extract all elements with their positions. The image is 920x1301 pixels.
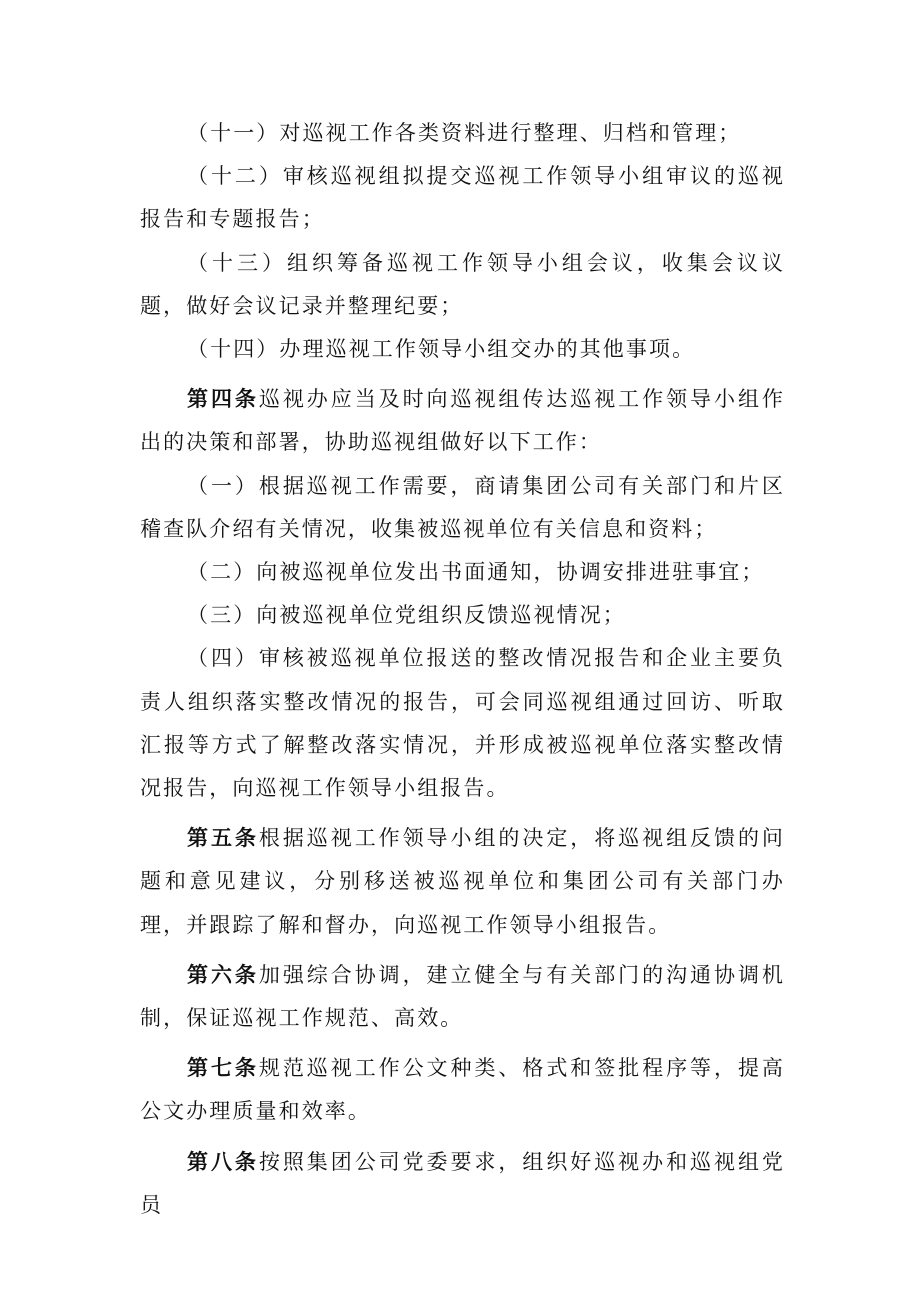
- article-4: [140, 377, 785, 464]
- article-8: [140, 1140, 785, 1227]
- paragraph-text: （十三）组织筹备巡视工作领导小组会议，收集会议议题，做好会议记录并整理纪要；: [140, 250, 785, 318]
- article-heading: 第六条: [187, 961, 259, 987]
- paragraph-text: （十二）审核巡视组拟提交巡视工作领导小组审议的巡视报告和专题报告；: [140, 164, 785, 232]
- paragraph-text: 按照集团公司党委要求，组织好巡视办和巡视组党员: [140, 1149, 785, 1217]
- paragraph-item-12: [140, 155, 785, 241]
- paragraph-item-14: [140, 328, 785, 371]
- paragraph-text: （三）向被巡视单位党组织反馈巡视情况；: [187, 603, 626, 628]
- document-body: [140, 112, 785, 1227]
- paragraph-text: （二）向被巡视单位发出书面通知，协调安排进驻事宜；: [187, 560, 765, 585]
- article-7: [140, 1046, 785, 1133]
- paragraph-text: （十四）办理巡视工作领导小组交办的其他事项。: [187, 337, 696, 362]
- article-heading: 第四条: [187, 386, 259, 412]
- paragraph-text: 加强综合协调，建立健全与有关部门的沟通协调机制，保证巡视工作规范、高效。: [140, 962, 785, 1031]
- paragraph-text: 巡视办应当及时向巡视组传达巡视工作领导小组作出的决策和部署，协助巡视组做好以下工作：: [140, 387, 785, 455]
- paragraph-item-2: [140, 551, 785, 594]
- paragraph-item-13: [140, 242, 785, 328]
- article-6: [140, 953, 785, 1040]
- paragraph-text: （十一）对巡视工作各类资料进行整理、归档和管理；: [187, 121, 742, 145]
- article-heading: 第七条: [187, 1055, 259, 1081]
- paragraph-text: 规范巡视工作公文种类、格式和签批程序等，提高公文办理质量和效率。: [140, 1056, 785, 1124]
- paragraph-item-1: [140, 465, 785, 551]
- paragraph-item-11: [140, 112, 785, 155]
- article-5: [140, 816, 785, 947]
- article-heading: 第八条: [187, 1148, 259, 1174]
- paragraph-item-3: [140, 594, 785, 637]
- paragraph-text: （四）审核被巡视单位报送的整改情况报告和企业主要负责人组织落实整改情况的报告，可会同巡视组通过回访、听取汇报等方式了解整改落实情况，并形成被巡视单位落实整改情况报告，向巡视工作领导小组报告。: [140, 646, 785, 801]
- article-heading: 第五条: [187, 825, 259, 851]
- paragraph-text: （一）根据巡视工作需要，商请集团公司有关部门和片区稽查队介绍有关情况，收集被巡视单位有关信息和资料；: [140, 473, 785, 541]
- paragraph-item-4: [140, 637, 785, 810]
- paragraph-text: 根据巡视工作领导小组的决定，将巡视组反馈的问题和意见建议，分别移送被巡视单位和集团公司有关部门办理，并跟踪了解和督办，向巡视工作领导小组报告。: [140, 826, 785, 937]
